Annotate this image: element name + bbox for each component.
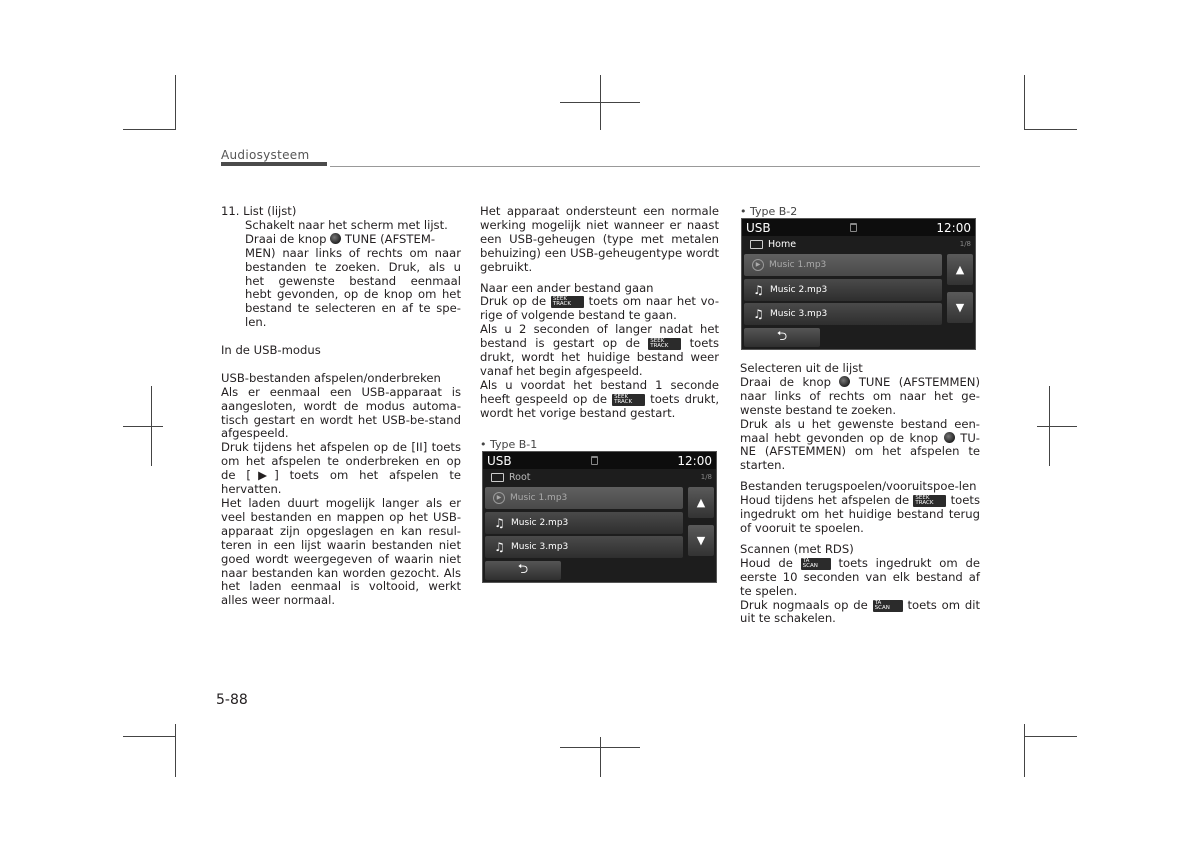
- sub-heading: Scannen (met RDS): [740, 541, 854, 556]
- music-note-icon: ♫: [494, 540, 505, 554]
- page-number: 5-88: [216, 692, 248, 708]
- list-line: Schakelt naar het scherm met lijst.: [245, 217, 448, 232]
- scroll-up-button[interactable]: ▲: [688, 487, 714, 518]
- trash-icon: [850, 223, 857, 232]
- list-line: Draai de knop TUNE (AFSTEM-: [245, 231, 436, 246]
- folder-icon: [750, 240, 763, 249]
- crop-mark: [123, 129, 176, 130]
- back-button[interactable]: [744, 328, 820, 347]
- ta-scan-button-icon: TA SCAN: [873, 600, 903, 612]
- sub-heading: USB-bestanden afspelen/onderbreken: [221, 370, 441, 385]
- list-line: bestand te selecteren en af te spe-: [245, 301, 461, 316]
- ta-scan-button-icon: TA SCAN: [801, 558, 831, 570]
- section-heading: In de USB-modus: [221, 343, 321, 358]
- figure-caption: • Type B-2: [740, 205, 798, 218]
- play-icon: ▶: [493, 492, 505, 504]
- sub-heading: Bestanden terugspoelen/vooruitspoe-len: [740, 479, 977, 494]
- trash-icon: [591, 456, 598, 465]
- paragraph: Druk tijdens het afspelen op de [II] toets om het afspelen te onderbreken en op de [▶] toets om het afspelen te hervatten.: [221, 440, 461, 497]
- crop-mark: [123, 736, 176, 737]
- folder-row: [483, 469, 716, 485]
- paragraph: Druk als u het gewenste bestand een-maal hebt gevonden op de knop TU-NE (AFSTEMMEN) om het afspelen te starten.: [740, 416, 980, 473]
- list-heading: 11. List (lijst): [221, 204, 297, 218]
- screen-topbar: [483, 452, 716, 469]
- file-row[interactable]: ♫ Music 2.mp3: [485, 512, 683, 534]
- paragraph: Het laden duurt mogelijk langer als er veel bestanden en mappen op het USB-apparaat zijn opgeslagen en kan resul-teren in een lijst waarin bestanden niet goed wordt weergegeven of waarin niet naar bestanden kan worden gezocht. Als het laden eenmaal is voltooid, werkt alles weer normaal.: [221, 496, 461, 608]
- seek-track-button-icon: SEEK TRACK: [648, 338, 681, 350]
- file-row[interactable]: ▶ Music 1.mp3: [744, 254, 942, 276]
- column-1: [221, 205, 461, 608]
- crop-mark: [560, 102, 640, 103]
- knob-icon: [944, 432, 955, 443]
- seek-track-button-icon: SEEK TRACK: [612, 394, 645, 406]
- crop-mark: [123, 426, 163, 427]
- crop-mark: [1024, 736, 1077, 737]
- scroll-up-button[interactable]: ▲: [947, 254, 973, 285]
- crop-mark: [1024, 724, 1025, 777]
- file-row[interactable]: ♫ Music 3.mp3: [485, 536, 683, 558]
- crop-mark: [1024, 129, 1077, 130]
- music-note-icon: ♫: [753, 283, 764, 297]
- page-indicator: 1/8: [700, 473, 712, 481]
- screen-topbar: [742, 219, 975, 236]
- folder-name: Root: [509, 471, 531, 483]
- folder-name: Home: [768, 238, 797, 250]
- paragraph: Als er eenmaal een USB-apparaat is aangesloten, wordt de modus automa-tisch gestart en wordt het USB-be-stand afgespeeld.: [221, 384, 461, 441]
- paragraph: Draai de knop TUNE (AFSTEMMEN) naar links of rechts om naar het ge-wenste bestand te zoeken.: [740, 374, 981, 417]
- crop-mark: [1037, 426, 1077, 427]
- header-bar: [221, 162, 327, 166]
- list-line: bestanden te zoeken. Druk, als u: [245, 259, 461, 274]
- paragraph: Als u 2 seconden of langer nadat het bestand is gestart op de SEEK TRACK toets drukt, wordt het huidige bestand weer vanaf het begin afgespeeld.: [480, 322, 719, 378]
- seek-track-button-icon: SEEK TRACK: [913, 495, 946, 507]
- screen-title: USB: [487, 453, 512, 468]
- crop-mark: [560, 747, 640, 748]
- folder-row: [742, 236, 975, 252]
- seek-track-button-icon: SEEK TRACK: [551, 296, 584, 308]
- paragraph: Houd tijdens het afspelen de SEEK TRACK toets ingedrukt om het huidige bestand terug of vooruit te spoelen.: [740, 493, 980, 535]
- list-line: het gewenste bestand eenmaal: [245, 273, 461, 288]
- back-button[interactable]: [485, 561, 561, 580]
- paragraph: Het apparaat ondersteunt een normale werking mogelijk niet wanneer er naast een USB-geheugen (type met metalen behuizing) een USB-geheugentype wordt gebruikt.: [480, 204, 719, 274]
- column-2: [480, 205, 719, 421]
- list-line: len.: [245, 315, 267, 330]
- list-line: MEN) naar links of rechts om naar: [245, 245, 461, 260]
- screen-title: USB: [746, 220, 771, 235]
- figure-caption: • Type B-1: [480, 438, 538, 451]
- paragraph: Houd de TA SCAN toets ingedrukt om de eerste 10 seconden van elk bestand af te spelen.: [740, 555, 981, 598]
- file-row[interactable]: ♫ Music 2.mp3: [744, 279, 942, 301]
- screen-clock: 12:00: [936, 220, 971, 235]
- header-rule: [330, 166, 980, 167]
- usb-screen-b2: [741, 218, 976, 350]
- paragraph: Druk op de SEEK TRACK toets om naar het vo-rige of volgende bestand te gaan.: [480, 294, 720, 323]
- column-3: [740, 362, 980, 626]
- list-line: hebt gevonden, op de knop om het: [245, 287, 461, 302]
- sub-heading: Selecteren uit de lijst: [740, 361, 863, 375]
- file-row[interactable]: ♫ Music 3.mp3: [744, 303, 942, 325]
- sub-heading: Naar een ander bestand gaan: [480, 280, 654, 295]
- play-icon: ▶: [752, 259, 764, 271]
- knob-icon: [839, 376, 850, 387]
- paragraph: Als u voordat het bestand 1 seconde heeft gespeeld op de SEEK TRACK toets drukt, wordt het vorige bestand gestart.: [480, 377, 720, 420]
- crop-mark: [1024, 75, 1025, 130]
- knob-icon: [330, 233, 341, 244]
- crop-mark: [175, 75, 176, 130]
- paragraph: Druk nogmaals op de TA SCAN toets om dit uit te schakelen.: [740, 597, 981, 626]
- folder-icon: [491, 473, 504, 482]
- crop-mark: [600, 737, 601, 777]
- screen-clock: 12:00: [677, 453, 712, 468]
- crop-mark: [175, 724, 176, 777]
- page-indicator: 1/8: [959, 240, 971, 248]
- section-title: Audiosysteem: [221, 148, 310, 162]
- scroll-down-button[interactable]: ▼: [688, 525, 714, 556]
- file-row[interactable]: ▶ Music 1.mp3: [485, 487, 683, 509]
- scroll-down-button[interactable]: ▼: [947, 292, 973, 323]
- back-arrow-icon: ⮌: [776, 328, 788, 344]
- music-note-icon: ♫: [494, 516, 505, 530]
- music-note-icon: ♫: [753, 307, 764, 321]
- back-arrow-icon: ⮌: [517, 561, 529, 577]
- usb-screen-b1: [482, 451, 717, 583]
